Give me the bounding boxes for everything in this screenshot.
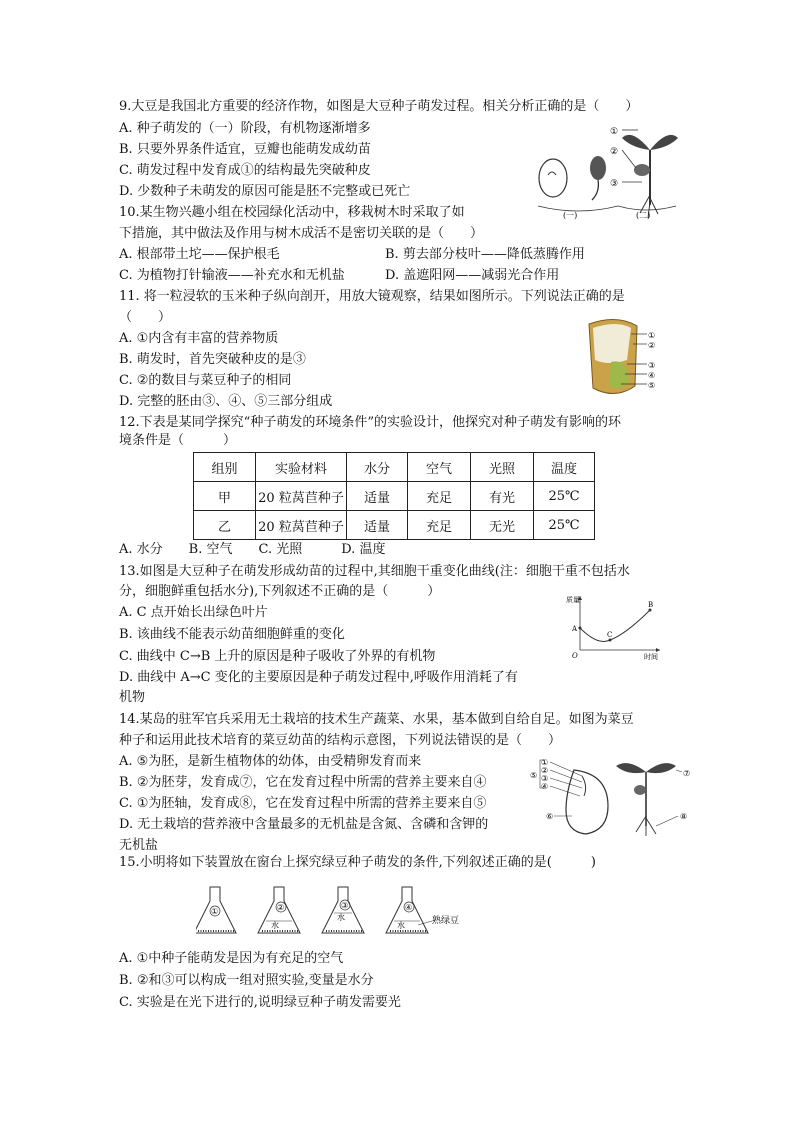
table-header-cell: 光照 bbox=[471, 453, 534, 482]
table-cell: 乙 bbox=[194, 511, 256, 540]
flask-3 bbox=[322, 887, 364, 933]
table-cell: 25℃ bbox=[534, 511, 595, 540]
q14-label-6: ⑥ bbox=[546, 812, 554, 821]
q10-stem-line1: 10.某生物兴趣小组在校园绿化活动中，移栽树木时采取了如 bbox=[119, 205, 465, 220]
flask-number: ④ bbox=[405, 903, 413, 912]
q14-option-d-cont: 无机盐 bbox=[119, 838, 159, 853]
q9-stage-2: (二) bbox=[636, 211, 651, 220]
q13-point-a: A bbox=[572, 625, 578, 633]
q9-label-3: ③ bbox=[610, 179, 619, 189]
q13-option-d-cont: 机物 bbox=[119, 690, 146, 705]
q13-ylabel: 质量 bbox=[566, 596, 580, 604]
q13-option-c: C. 曲线中 C→B 上升的原因是种子吸收了外界的有机物 bbox=[119, 649, 436, 664]
q12-options: A. 水分 B. 空气 C. 光照 D. 温度 bbox=[119, 542, 386, 557]
q14-option-c: C. ①为胚轴，发育成⑧，它在发育过程中所需的营养主要来自⑤ bbox=[119, 796, 487, 811]
q10-option-b: B. 剪去部分枝叶——降低蒸腾作用 bbox=[385, 247, 585, 262]
table-header-cell: 实验材料 bbox=[256, 453, 347, 482]
q12-stem-line2: 境条件是（ ） bbox=[119, 433, 237, 448]
flask-number: ③ bbox=[341, 901, 349, 910]
q10-option-d: D. 盖遮阳网——减弱光合作用 bbox=[385, 268, 560, 283]
q14-option-d: D. 无土栽培的营养液中含量最多的无机盐是含氮、含磷和含钾的 bbox=[119, 817, 489, 832]
table-row bbox=[194, 482, 595, 511]
table-cell: 25℃ bbox=[534, 482, 595, 511]
q13-option-b: B. 该曲线不能表示幼苗细胞鲜重的变化 bbox=[119, 627, 345, 642]
table-header-cell: 组别 bbox=[194, 453, 256, 482]
table-cell: 适量 bbox=[347, 511, 408, 540]
q11-stem-line2: （ ） bbox=[119, 310, 172, 325]
q11-option-d: D. 完整的胚由③、④、⑤三部分组成 bbox=[119, 394, 333, 409]
q13-point-c: C bbox=[607, 631, 613, 639]
q15-option-a: A. ①中种子能萌发是因为有充足的空气 bbox=[119, 951, 344, 966]
q13-stem-line1: 13.如图是大豆种子在萌发形成幼苗的过程中,其细胞干重变化曲线(注：细胞干重不包括水 bbox=[119, 564, 630, 579]
flask-1 bbox=[196, 887, 236, 933]
q14-label-8: ⑧ bbox=[680, 812, 688, 821]
q11-label-3: ③ bbox=[648, 361, 656, 370]
flask-2 bbox=[258, 887, 300, 933]
table-cell: 适量 bbox=[347, 482, 408, 511]
q9-option-b: B. 只要外界条件适宜，豆瓣也能萌发成幼苗 bbox=[119, 142, 371, 157]
flask-4 bbox=[386, 887, 459, 933]
q13-point-b: B bbox=[648, 601, 654, 609]
table-header-row bbox=[194, 453, 595, 482]
q12-experiment-table bbox=[193, 452, 595, 540]
table-cell: 甲 bbox=[194, 482, 256, 511]
flask-number: ② bbox=[277, 903, 285, 912]
q11-label-5: ⑤ bbox=[648, 381, 656, 390]
q11-option-c: C. ②的数目与菜豆种子的相同 bbox=[119, 373, 292, 388]
table-cell: 20 粒莴苣种子 bbox=[256, 511, 347, 540]
q10-option-a: A. 根部带土坨——保护根毛 bbox=[119, 247, 280, 262]
q13-origin: O bbox=[572, 652, 578, 660]
q13-option-a: A. C 点开始长出绿色叶片 bbox=[119, 605, 268, 620]
q14-option-b: B. ②为胚芽，发育成⑦，它在发育过程中所需的营养主要来自④ bbox=[119, 775, 487, 790]
q14-label-7: ⑦ bbox=[683, 769, 691, 778]
q15-option-c: C. 实验是在光下进行的,说明绿豆种子萌发需要光 bbox=[119, 995, 401, 1010]
table-header-cell: 空气 bbox=[408, 453, 471, 482]
q14-label-4: ④ bbox=[541, 782, 549, 791]
q14-stem-line1: 14.某岛的驻军官兵采用无土栽培的技术生产蔬菜、水果，基本做到自给自足。如图为菜豆 bbox=[119, 712, 634, 727]
q13-xlabel: 时间 bbox=[644, 653, 658, 661]
q9-option-d: D. 少数种子未萌发的原因可能是胚不完整或已死亡 bbox=[119, 184, 411, 199]
q14-label-3: ③ bbox=[541, 774, 549, 783]
q11-label-4: ④ bbox=[648, 371, 656, 380]
q9-label-1: ① bbox=[610, 127, 619, 137]
q11-label-1: ① bbox=[648, 331, 656, 340]
table-cell: 20 粒莴苣种子 bbox=[256, 482, 347, 511]
dry-weight-curve-figure bbox=[560, 590, 670, 662]
q9-option-a: A. 种子萌发的（一）阶段，有机物逐渐增多 bbox=[119, 121, 371, 136]
corn-seed-figure bbox=[585, 316, 665, 400]
q14-label-1: ① bbox=[541, 758, 549, 767]
flask-setup-figure bbox=[196, 885, 486, 941]
q10-stem-line2: 下措施，其中做法及作用与树木成活不是密切关联的是（ ） bbox=[119, 226, 484, 241]
q14-label-5: ⑤ bbox=[530, 771, 538, 780]
q10-option-c: C. 为植物打针输液——补充水和无机盐 bbox=[119, 268, 345, 283]
q15-option-b: B. ②和③可以构成一组对照实验,变量是水分 bbox=[119, 973, 374, 988]
soybean-germination-figure bbox=[518, 120, 684, 220]
q9-label-2: ② bbox=[610, 147, 619, 157]
q11-stem-line1: 11. 将一粒浸软的玉米种子纵向剖开，用放大镜观察，结果如图所示。下列说法正确的是 bbox=[119, 289, 625, 304]
flask-water-label: 水 bbox=[337, 913, 345, 922]
flask-water-label: 水 bbox=[397, 921, 405, 930]
q11-option-a: A. ①内含有丰富的营养物质 bbox=[119, 331, 279, 346]
bean-seed-seedling-figure bbox=[530, 756, 700, 838]
flask-number: ① bbox=[211, 907, 219, 916]
table-cell: 充足 bbox=[408, 482, 471, 511]
q9-option-c: C. 萌发过程中发育成①的结构最先突破种皮 bbox=[119, 163, 371, 178]
table-row bbox=[194, 511, 595, 540]
q14-label-2: ② bbox=[541, 766, 549, 775]
q11-label-2: ② bbox=[648, 341, 656, 350]
table-cell: 无光 bbox=[471, 511, 534, 540]
q9-stem: 9.大豆是我国北方重要的经济作物，如图是大豆种子萌发过程。相关分析正确的是（ ） bbox=[119, 99, 639, 114]
table-cell: 充足 bbox=[408, 511, 471, 540]
q14-stem-line2: 种子和运用此技术培育的菜豆幼苗的结构示意图，下列说法错误的是（ ） bbox=[119, 733, 562, 748]
flask-water-label: 水 bbox=[271, 921, 279, 930]
cooked-mung-bean-label: 熟绿豆 bbox=[432, 916, 460, 926]
q13-stem-line2: 分，细胞鲜重包括水分),下列叙述不正确的是（ ） bbox=[119, 584, 441, 599]
q13-option-d: D. 曲线中 A→C 变化的主要原因是种子萌发过程中,呼吸作用消耗了有 bbox=[119, 670, 518, 685]
table-header-cell: 温度 bbox=[534, 453, 595, 482]
q11-option-b: B. 萌发时，首先突破种皮的是③ bbox=[119, 352, 306, 367]
q12-stem-line1: 12.下表是某同学探究“种子萌发的环境条件”的实验设计，他探究对种子萌发有影响的环 bbox=[119, 415, 621, 430]
q15-stem: 15.小明将如下装置放在窗台上探究绿豆种子萌发的条件,下列叙述正确的是( ) bbox=[119, 855, 596, 870]
q14-option-a: A. ⑤为胚，是新生植物体的幼体，由受精卵发育而来 bbox=[119, 754, 422, 769]
table-header-cell: 水分 bbox=[347, 453, 408, 482]
q9-stage-1: (一) bbox=[563, 211, 578, 220]
table-cell: 有光 bbox=[471, 482, 534, 511]
